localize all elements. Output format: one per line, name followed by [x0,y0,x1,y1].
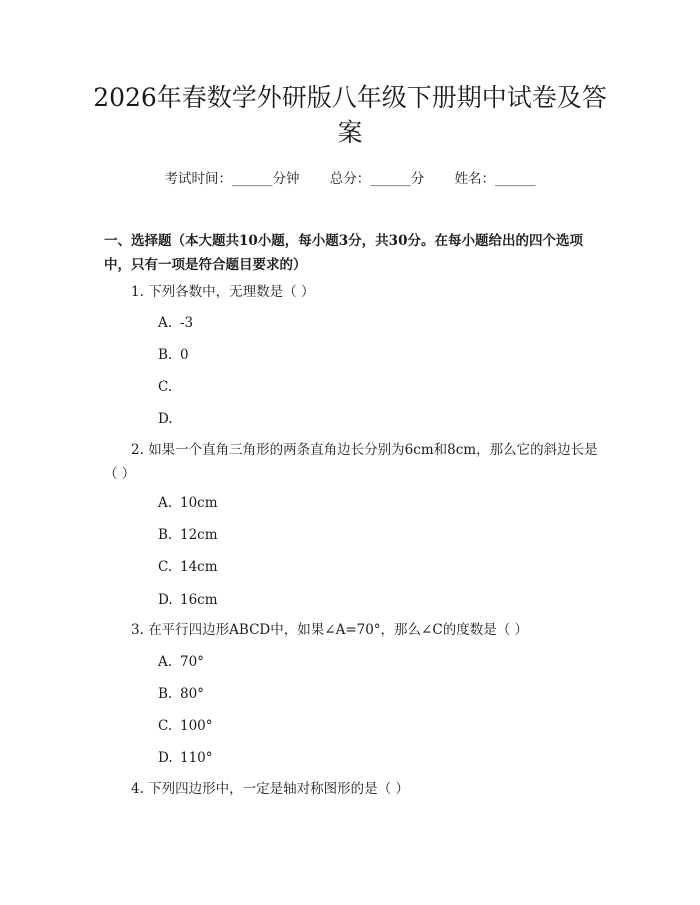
question-3-option-b [158,684,204,704]
question-3-option-d [158,748,213,768]
option-text: 80° [180,686,204,702]
question-2-option-d [158,590,218,610]
exam-title: 2026年春数学外研版八年级下册期中试卷及答案 [93,83,607,147]
option-text: 110° [180,750,213,766]
option-text: -3 [180,315,194,331]
option-letter: A. [158,315,173,331]
student-name-blank: ______ [495,171,536,187]
question-text: 下列四边形中，一定是轴对称图形的是（ ） [148,781,409,797]
question-text: 如果一个直角三角形的两条直角边长分别为6cm和8cm，那么它的斜边长是（ ） [104,442,598,482]
question-2-option-b [158,525,218,545]
option-text: 14cm [180,559,218,575]
question-3 [104,618,598,642]
question-1 [104,280,598,304]
option-letter: B. [158,347,173,363]
option-letter: D. [158,750,173,766]
section-heading: 一、选择题（本大题共10小题，每小题3分，共30分。在每小题给出的四个选项中，只有一项是符合题目要求的） [104,233,583,273]
question-1-option-c [158,377,180,397]
question-number: 2. [131,442,144,458]
option-text: 12cm [180,527,218,543]
option-letter: C. [158,718,173,734]
question-text: 下列各数中，无理数是（ ） [148,284,315,300]
question-2-option-a [158,493,218,513]
student-name-label: 姓名： [454,171,496,187]
option-text: 0 [180,347,189,363]
option-text: 70° [180,654,204,670]
exam-time-blank: ______ [231,171,273,187]
option-letter: B. [158,527,173,543]
total-score-blank: ______ [370,171,411,187]
option-letter: D. [158,411,173,427]
option-letter: A. [158,495,173,511]
option-letter: C. [158,559,173,575]
exam-info-line [0,169,700,189]
question-2 [104,438,598,486]
option-letter: B. [158,686,173,702]
option-text: 16cm [180,592,218,608]
option-letter: C. [158,379,173,395]
question-1-option-a [158,313,193,333]
option-text: 100° [180,718,213,734]
exam-time-label: 考试时间： [164,171,232,187]
exam-time-field [164,169,299,189]
exam-time-unit: 分钟 [272,171,300,187]
question-number: 1. [131,284,144,300]
question-3-option-a [158,652,204,672]
option-letter: D. [158,592,173,608]
question-number: 3. [131,622,144,638]
question-1-option-b [158,345,189,365]
option-text: 10cm [180,495,218,511]
total-score-label: 总分： [329,171,371,187]
question-number: 4. [131,781,144,797]
option-letter: A. [158,654,173,670]
question-1-option-d [158,409,180,429]
total-score-unit: 分 [410,171,425,187]
question-text: 在平行四边形ABCD中，如果∠A=70°，那么∠C的度数是（ ） [148,622,528,638]
student-name-field [455,169,536,189]
total-score-field [330,169,425,189]
question-3-option-c [158,716,213,736]
question-2-option-c [158,557,218,577]
question-4 [104,777,598,801]
